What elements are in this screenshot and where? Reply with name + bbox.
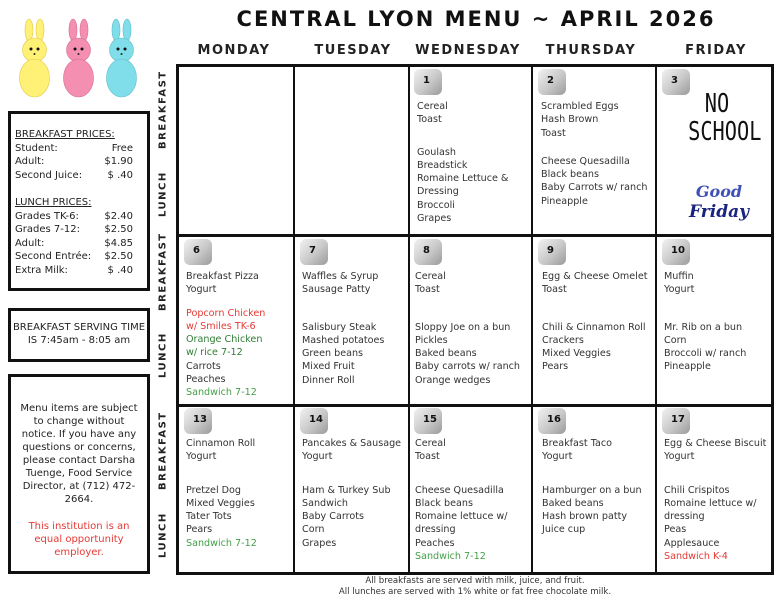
day-header-wednesday: WEDNESDAY	[415, 43, 521, 58]
date-badge: 9	[538, 239, 566, 265]
grid-divider	[176, 404, 774, 407]
price-row: Adult: $4.85	[15, 237, 133, 249]
day-header-tuesday: TUESDAY	[314, 43, 392, 58]
side-label-lunch-week3: LUNCH	[157, 512, 169, 558]
menu-cell-13: Cinnamon Roll Yogurt Pretzel Dog Mixed Veggies Tater Tots Pears Sandwich 7-12	[186, 438, 257, 549]
grid-divider	[531, 64, 533, 575]
price-row: Adult: $1.90	[15, 156, 133, 167]
easter-bunnies-image	[12, 18, 147, 98]
serving-time-line2: IS 7:45am - 8:05 am	[27, 335, 131, 346]
price-row: Second Juice: $ .40	[15, 169, 133, 181]
menu-cell-14: Pancakes & Sausage Yogurt Ham & Turkey Sub Sandwich Baby Carrots Corn Grapes	[302, 438, 402, 549]
date-badge: 10	[662, 239, 690, 265]
date-badge: 1	[414, 69, 442, 95]
date-badge: 2	[538, 69, 566, 95]
date-badge: 14	[300, 408, 328, 434]
menu-cell-8: Cereal Toast Sloppy Joe on a bun Pickles Baked beans Baby carrots w/ ranch Orange wedges	[415, 271, 521, 386]
serving-time-box	[8, 308, 150, 362]
notice-box	[8, 374, 150, 574]
prices-box	[8, 111, 150, 291]
menu-cell-17: Egg & Cheese Biscuit Yogurt Chili Crispitos Romaine lettuce w/ dressing Peas Applesauce Sandwich K-4	[664, 438, 767, 563]
breakfast-prices-header: BREAKFAST PRICES:	[15, 129, 115, 140]
menu-cell-2: Scrambled Eggs Hash Brown Toast Cheese Quesadilla Black beans Baby Carrots w/ ranch Pineapple	[541, 101, 648, 207]
serving-time-line1: BREAKFAST SERVING TIME	[12, 322, 146, 333]
price-row: Extra Milk: $ .40	[15, 264, 133, 276]
grid-divider	[408, 64, 410, 575]
date-badge: 13	[184, 408, 212, 434]
footer-breakfast-note: All breakfasts are served with milk, juice, and fruit.	[365, 576, 585, 586]
menu-cell-9: Egg & Cheese Omelet Toast Chili & Cinnamon Roll Crackers Mixed Veggies Pears	[542, 271, 648, 373]
side-label-lunch-week2: LUNCH	[157, 332, 169, 379]
day-header-friday: FRIDAY	[685, 43, 747, 58]
page-title: CENTRAL LYON MENU ~ APRIL 2026	[236, 7, 716, 31]
notice-text: Menu items are subject to change without notice. If you have any questions or concerns, please contact Darsha Tuenge, Food Service Director, at (712) 472-2664.	[20, 403, 138, 505]
side-label-breakfast-week2: BREAKFAST	[157, 232, 169, 312]
menu-cell-10: Muffin Yogurt Mr. Rib on a bun Corn Broccoli w/ ranch Pineapple	[664, 271, 747, 373]
price-row: Student: Free	[15, 142, 133, 154]
menu-cell-7: Waffles & Syrup Sausage Patty Salisbury Steak Mashed potatoes Green beans Mixed Fruit Dinner Roll	[302, 271, 385, 386]
date-badge: 16	[538, 408, 566, 434]
price-row: Grades 7-12: $2.50	[15, 224, 133, 235]
date-badge: 7	[300, 239, 328, 265]
equal-opportunity-text: This institution is an equal opportunity employer.	[28, 521, 130, 558]
good-friday-logo	[686, 180, 752, 222]
date-badge: 15	[414, 408, 442, 434]
menu-cell-15: Cereal Toast Cheese Quesadilla Black beans Romaine lettuce w/ dressing Peaches Sandwich 7-12	[415, 438, 508, 563]
grid-divider	[293, 64, 295, 575]
date-badge: 3	[662, 69, 690, 95]
side-label-lunch-week1: LUNCH	[157, 171, 169, 217]
svg-text:Good: Good	[695, 182, 743, 201]
side-label-breakfast-week3: BREAKFAST	[157, 411, 169, 491]
date-badge: 8	[414, 239, 442, 265]
menu-cell-6: Breakfast Pizza Yogurt Popcorn Chicken w/ Smiles TK-6 Orange Chicken w/ rice 7-12 Carrots Peaches Sandwich 7-12	[186, 271, 266, 399]
date-badge: 17	[662, 408, 690, 434]
grid-divider	[655, 64, 657, 575]
lunch-prices-header: LUNCH PRICES:	[15, 197, 92, 208]
side-label-breakfast-week1: BREAKFAST	[157, 70, 169, 150]
menu-cell-1: Cereal Toast Goulash Breadstick Romaine Lettuce & Dressing Broccoli Grapes	[417, 101, 509, 225]
footer-lunch-note: All lunches are served with 1% white or fat free chocolate milk.	[338, 587, 612, 597]
day-header-monday: MONDAY	[197, 43, 271, 58]
grid-divider	[176, 234, 774, 237]
day-header-thursday: THURSDAY	[545, 43, 637, 58]
price-row: Grades TK-6: $2.40	[15, 210, 133, 222]
date-badge: 6	[184, 239, 212, 265]
price-row: Second Entrée: $2.50	[15, 251, 133, 262]
no-school-text: NO SCHOOL	[688, 89, 762, 147]
menu-cell-16: Breakfast Taco Yogurt Hamburger on a bun Baked beans Hash brown patty Juice cup	[542, 438, 642, 536]
svg-text:Friday: Friday	[689, 202, 749, 222]
